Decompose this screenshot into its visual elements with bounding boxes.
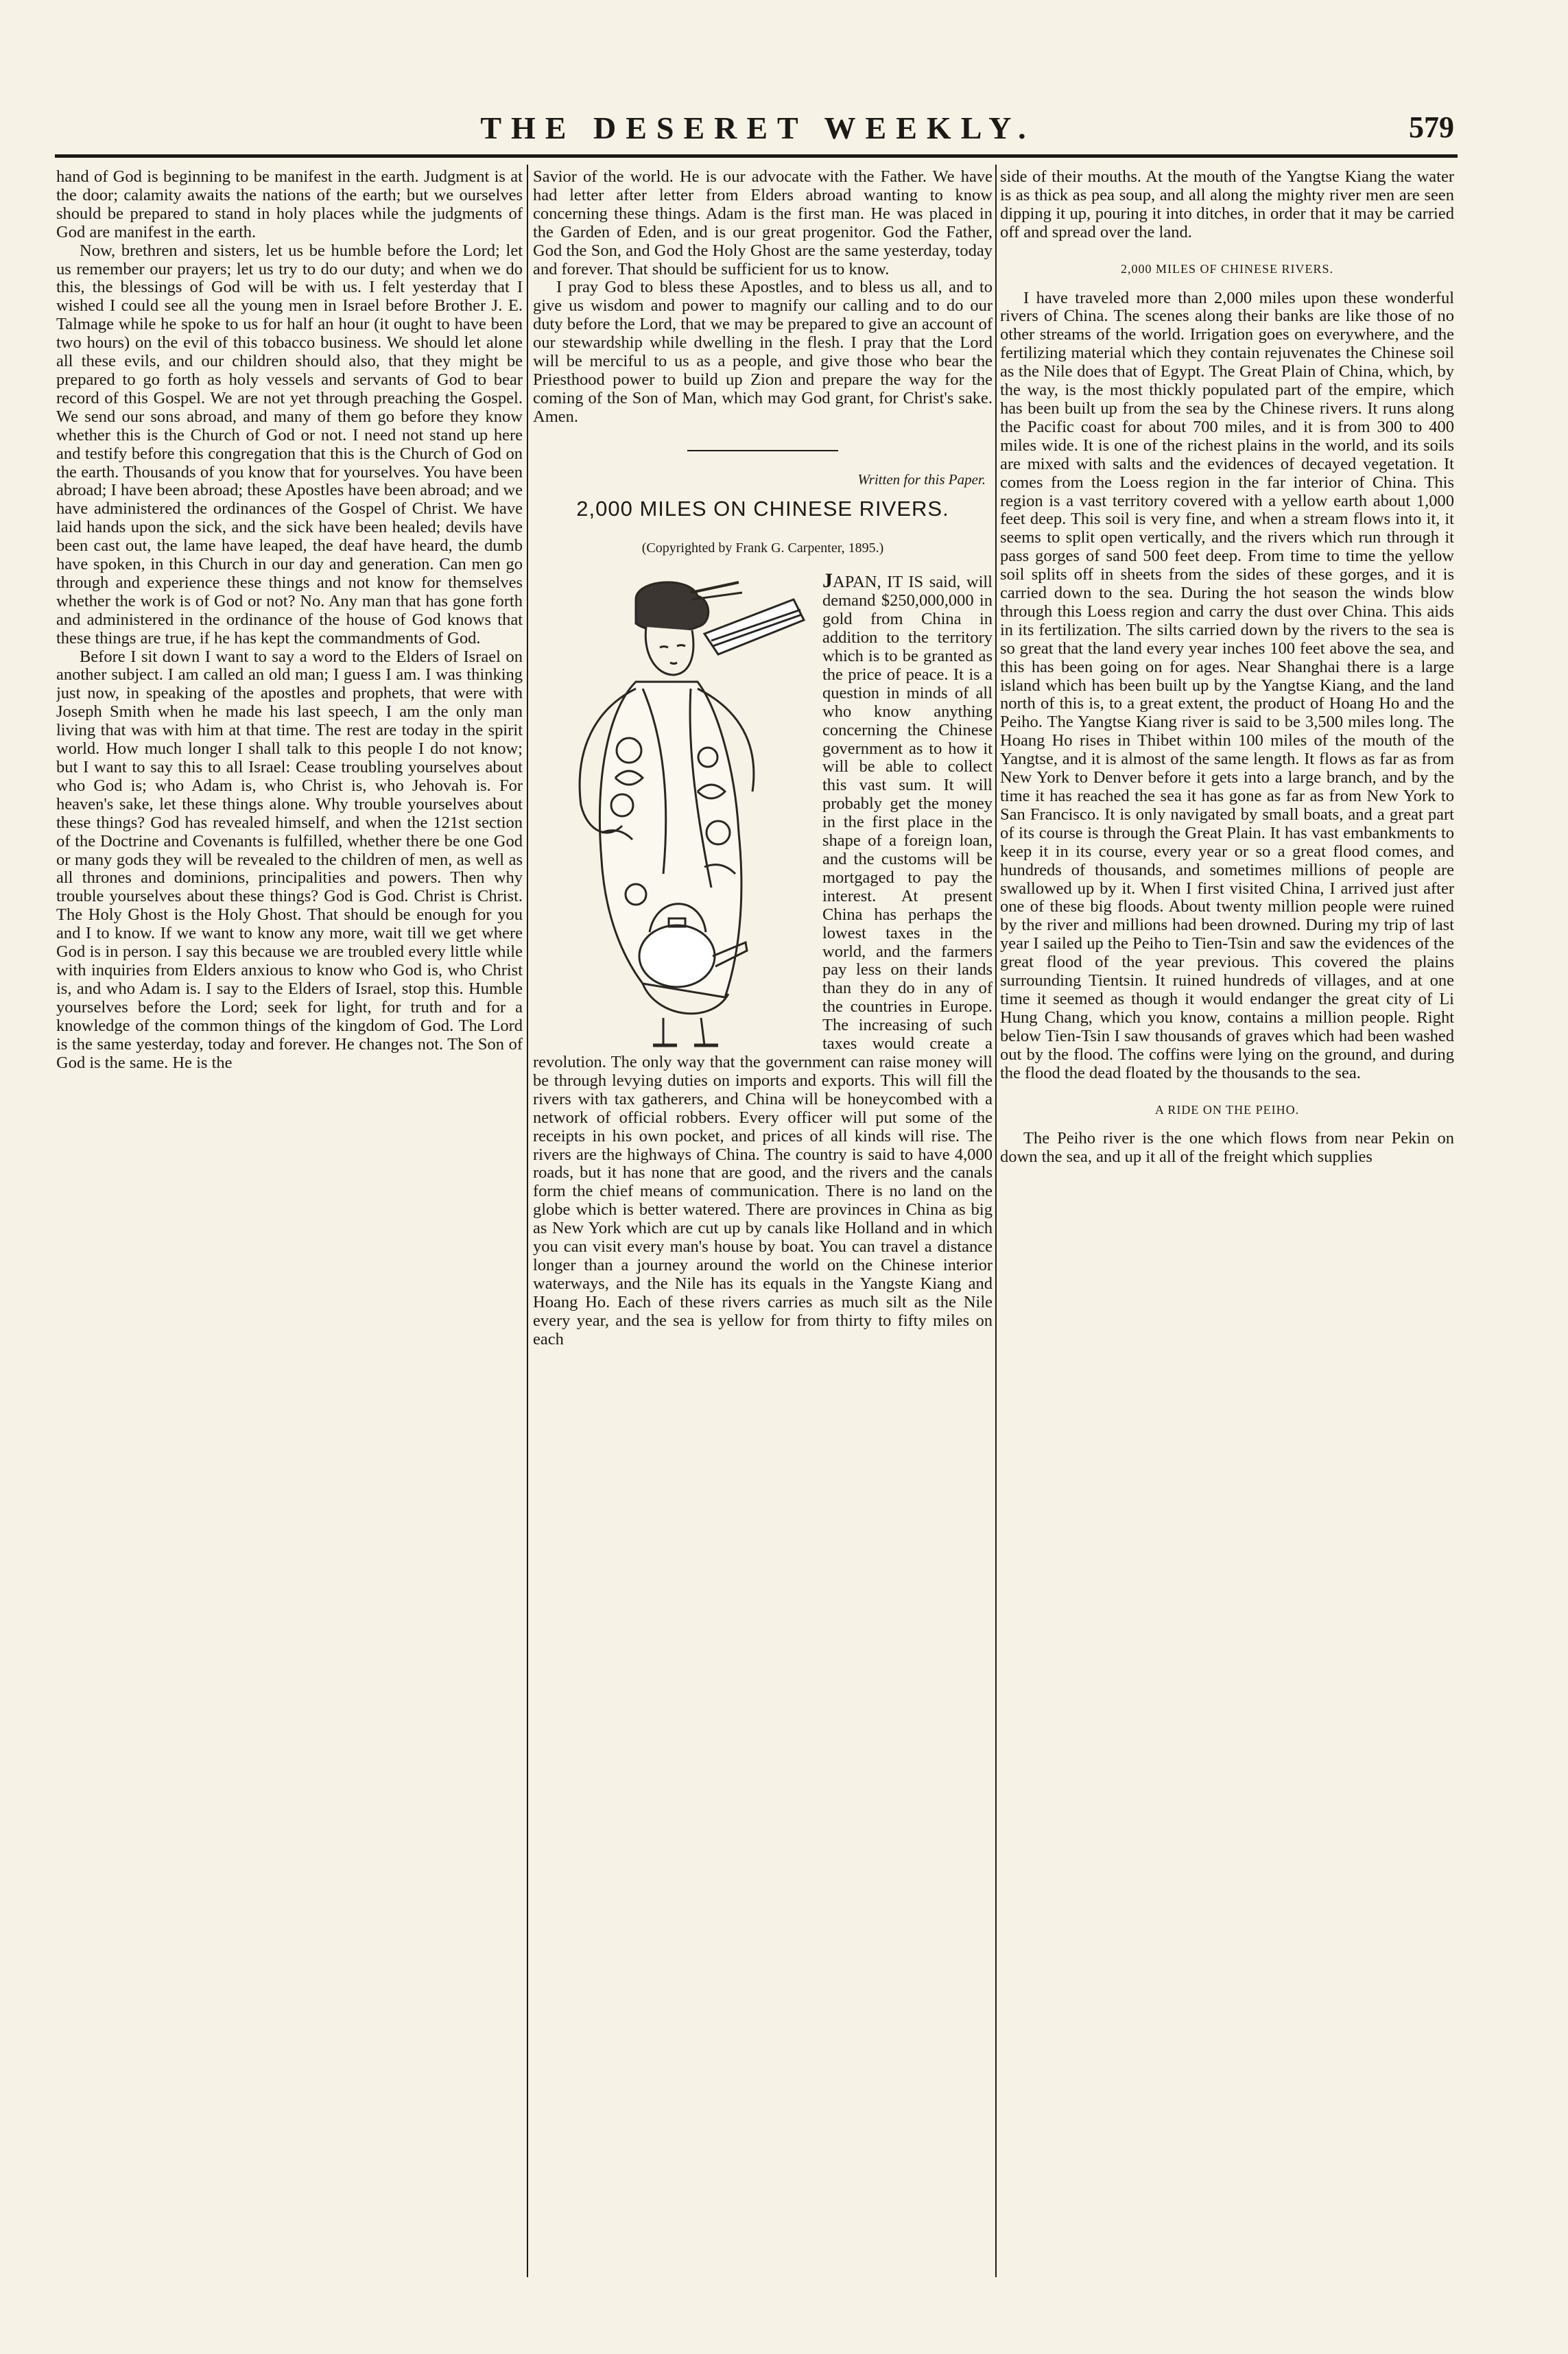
column-divider-1 xyxy=(527,165,528,2277)
copyright-line: (Copyrighted by Frank G. Carpenter, 1895.) xyxy=(641,540,884,556)
col3-paragraph: The Peiho river is the one which flows from near Pekin on down the sea, and up it all of the freight which supplies xyxy=(1000,1129,1454,1167)
column-divider-2 xyxy=(995,165,997,2277)
col1-paragraph: Now, brethren and sisters, let us be humble before the Lord; let us remember our prayers; let us try to do our duty; and when we do this, the blessings of God will be with us. I felt yesterday that I wished I could see all the young men in Israel before Brother J. E. Talmage while he spoke to us for half an hour (it ought to have been two hours) on the evil of this tobacco business. We should let alone all these evils, and our children should also, that they might be prepared to go forth as holy vessels and servants of God to bear record of this Gospel. We are not yet through preaching the Gospel. We send our sons abroad, and many of them go before they know whether this is the Church of God or not. I need not stand up here and testify before this congregation that this is the Church of God on the earth. Thousands of you know that for yourselves. You have been abroad; I have been abroad; these Apostles have been abroad; and we have administered the ordinances of the Gospel of Christ. We have laid hands upon the sick, and the sick have been healed; devils have been cast out, the lame have leaped, the deaf have heard, the dumb have spoken, in this Church in our day and generation. Can men go through and experience these things and not know for themselves whether the work is of God or not? No. Any man that has gone forth and administered in the ordinance of the house of God knows that these things are true, if he has kept the commandments of God. xyxy=(56,241,523,647)
col1-paragraph: Before I sit down I want to say a word to the Elders of Israel on another subject. I am called an old man; I guess I am. I was thinking just now, in speaking of the apostles and prophets, that were with Joseph Smith when he made his last speech, I am the only man living that was with him at that time. The rest are today in the spirit world. How much longer I shall talk to this people I do not know; but I want to say this to all Israel: Cease troubling yourselves about who God is; who Adam is, who Christ is, who Jehovah is. For heaven's sake, let these things alone. Why trouble yourselves about these things? God has revealed himself, and when the 121st section of the Doctrine and Covenants is fulfilled, whether there be one God or many gods they will be revealed to the children of men, as well as all thrones and dominions, principalities and powers. Then why trouble yourselves about these things? God is God. Christ is Christ. The Holy Ghost is the Holy Ghost. That should be enough for you and I to know. If we want to know any more, wait till we get where God is in person. I say this because we are troubled every little while with inquiries from Elders anxious to know who God is, who Christ is, and who Adam is. I say to the Elders of Israel, stop this. Humble yourselves before the Lord; seek for light, for truth and for a knowledge of the common things of the kingdom of God. The Lord is the same yesterday, today and forever. He changes not. The Son of God is the same. He is the xyxy=(56,647,523,1072)
column-1 xyxy=(56,168,523,2277)
col1-paragraph: hand of God is beginning to be manifest in the earth. Judgment is at the door; calamity awaits the nations of the earth; but we ourselves should be prepared to stand in holy places while the judgments of God are manifest in the earth. xyxy=(56,168,523,241)
col3-paragraph: side of their mouths. At the mouth of the Yangtse Kiang the water is as thick as pea soup, and all along the mighty river men are seen dipping it up, pouring it into ditches, in order that it may be carried off and spread over the land. xyxy=(1000,168,1454,241)
col3-paragraph: I have traveled more than 2,000 miles upon these wonderful rivers of China. The scenes along their banks are like those of no other streams of the world. Irrigation goes on everywhere, and the fertilizing material which they contain rejuvenates the Chinese soil as the Nile does that of Egypt. The Great Plain of China, which, by the way, is the most thickly populated part of the empire, which has been built up from the sea by the Chinese rivers. It runs along the Pacific coast for about 700 miles, and it is from 300 to 400 miles wide. It is one of the richest plains in the world, and its soils are mixed with salts and the evidences of decayed vegetation. It comes from the Loess region in the far interior of China. This region is a vast territory covered with a yellow earth about 1,000 feet deep. This soil is very fine, and when a stream flows into it, it seems to split open vertically, and the rivers which run through it pass gorges of sand 500 feet deep. From time to time the yellow soil splits off in sheets from the sides of these gorges, and it is carried down to the sea. During the hot season the winds blow through this Loess region and carry the dust over China. This aids in its fertilization. The silts carried down by the rivers to the sea is so great that the land every year inches 100 feet above the sea, and this has been going on for ages. Near Shanghai there is a large island which has been built up by the Yangtse Kiang, and the land north of this is, to a great extent, the product of Hoang Ho and the Peiho. The Yangtse Kiang river is said to be 3,500 miles long. The Hoang Ho rises in Thibet within 100 miles of the mouth of the Yangtse, and it is almost of the same length. It flows as far as from New York to Denver before it gets into a large branch, and by the time it has reached the sea it has gone as far as from New York to San Francisco. It is only navigated by small boats, and a great part of its course is through the Great Plain. It has vast embankments to keep it in its course, every year or so a great flood comes, and hundreds of thousands, and sometimes millions of people are swallowed up by it. When I first visited China, I arrived just after one of these big floods. About twenty million people were ruined by the river and millions had been drowned. During my trip of last year I sailed up the Peiho to Tien-Tsin and saw the evidences of the great flood of the year previous. This covered the plains surrounding Tientsin. It ruined hundreds of villages, and at one time it seemed as though it would endanger the great city of Li Hung Chang, which you know, contains a million people. Right below Tien-Tsin I saw thousands of graves which had been washed out by the flood. The coffins were lying on the ground, and during the flood the dead floated by the thousands to the sea. xyxy=(1000,288,1454,1082)
newspaper-title: THE DESERET WEEKLY. xyxy=(480,110,1036,145)
article-lead-paragraph: APAN, IT IS said, will demand $250,000,000 in gold from China in addition to the territory which is to be granted as the price of peace. It is a question in minds of all who know anything concerning the Chinese government as to how it will be able to collect this vast sum. It will probably get the money in the first place in the shape of a foreign loan, and the customs will be mortgaged to pay the interest. At present China has perhaps the lowest taxes in the world, and the farmers pay less on their lands than they do in any of the countries in Europe. The increasing of such taxes would create a revolution. The only way that the government can raise money will be through levying duties on imports and exports. This will fill the rivers with tax gatherers, and China will be honeycombed with a network of official robbers. Every officer will put some of the receipts in his own pocket, and prices of all kinds will rise. The rivers are the highways of China. The country is said to have 4,000 roads, but it has none that are good, and the rivers and the canals form the chief means of communication. There is no land on the globe which is better watered. There are provinces in China as big as New York which are cut up by canals like Holland and in which you can visit every man's house by boat. You can travel a distance longer than a journey around the world on the Chinese interior waterways, and the Nile has its equals in the Yangste Kiang and Hoang Ho. Each of these rivers carries as much silt as the Nile every year, and the sea is yellow for from thirty to fifty miles on each xyxy=(533,573,993,1348)
subheading-chinese-rivers: 2,000 MILES OF CHINESE RIVERS. xyxy=(1120,261,1334,276)
japanese-woman-illustration xyxy=(533,572,814,1052)
subheading-ride-on-peiho: A RIDE ON THE PEIHO. xyxy=(1154,1102,1300,1117)
article-byline: Written for this Paper. xyxy=(857,471,986,488)
drop-cap: J xyxy=(822,569,833,593)
illustration-drawing xyxy=(533,572,814,1052)
article-title: 2,000 MILES ON CHINESE RIVERS. xyxy=(576,496,949,521)
page-number: 579 xyxy=(1409,110,1454,144)
col2-paragraph: Savior of the world. He is our advocate with the Father. We have had letter after letter from Elders abroad wanting to know concerning these things. Adam is the first man. He was placed in the Garden of Eden, and is our great progenitor. God the Father, God the Son, and God the Holy Ghost are the same yesterday, today and forever. That should be sufficient for us to know. xyxy=(533,168,993,278)
illustration-block xyxy=(533,569,993,1348)
column-2 xyxy=(533,168,993,2277)
col2-paragraph: I pray God to bless these Apostles, and to bless us all, and to give us wisdom and power to magnify our calling and to do our duty before the Lord, that we may be prepared to give an account of our stewardship while dwelling in the flesh. I pray that the Lord will be merciful to us as a people, and give those who bear the Priesthood power to build up Zion and prepare the way for the coming of the Son of Man, which may God grant, for Christ's sake. Amen. xyxy=(533,278,993,426)
column-3 xyxy=(1000,168,1454,2277)
header-rule xyxy=(55,154,1458,158)
article-separator xyxy=(687,450,838,451)
page-header xyxy=(62,110,1454,151)
